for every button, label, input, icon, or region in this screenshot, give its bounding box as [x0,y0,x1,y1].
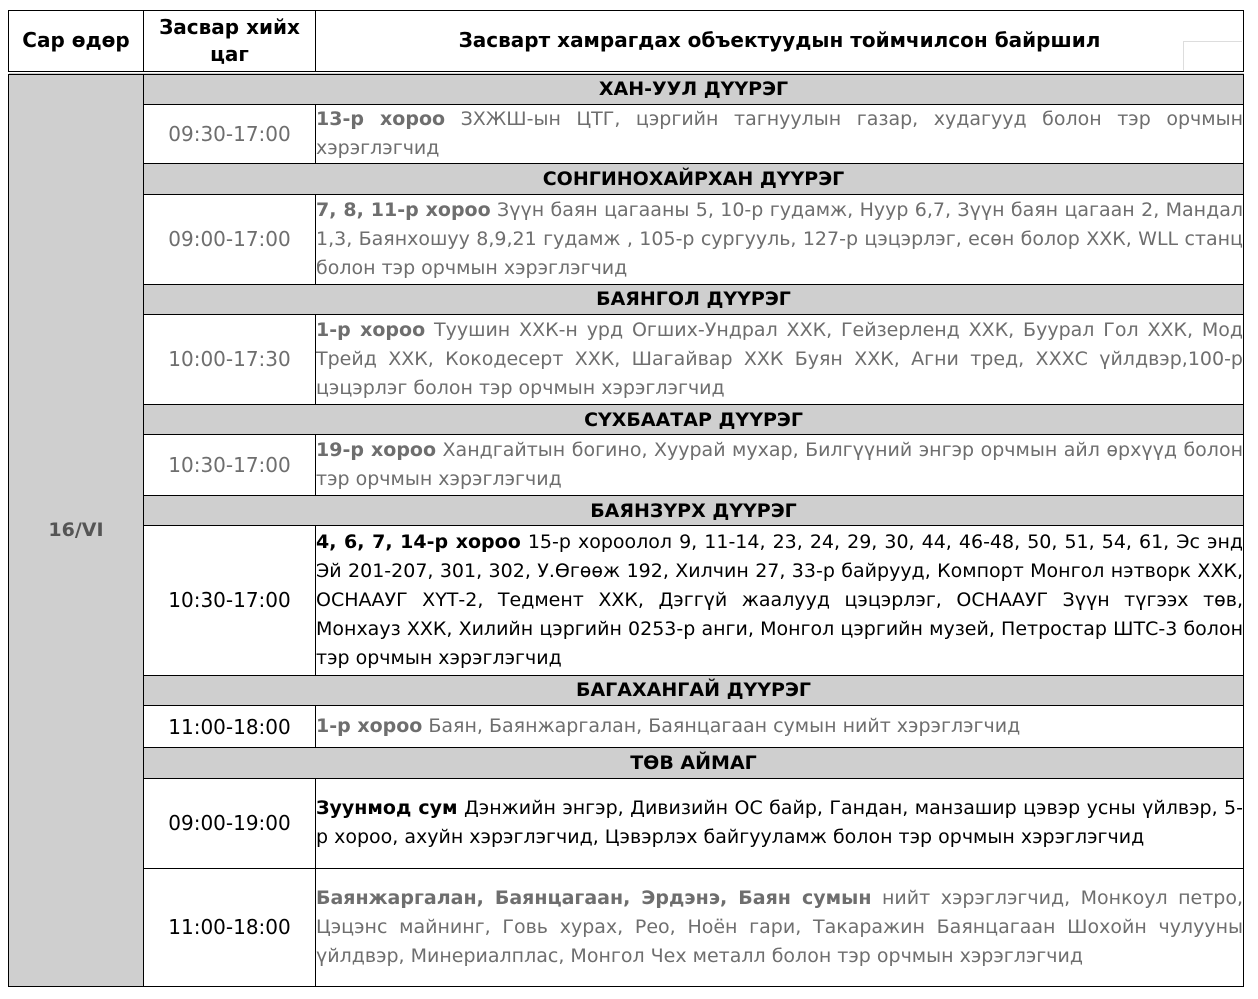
location-text: Зүүн баян цагааны 5, 10-р гудамж, Нуур 6,7, Зүүн баян цагаан 2, Мандал 1,3, Баянхошуу 8,9,21 гудамж , 105-р сургууль, 127-р цэцэрлэг, есөн болор ХХК, WLL станц болон тэр орчмын хэрэглэгчид [316,198,1243,279]
header-row [9,11,1244,73]
district-row [9,404,1244,434]
district-name: БАЯНГОЛ ДҮҮРЭГ [144,284,1244,314]
area-label: 4, 6, 7, 14-р хороо [316,530,521,553]
repair-time: 09:00-17:00 [144,194,316,284]
area-label: Зуунмод сум [316,797,458,820]
repair-schedule-table [8,10,1244,987]
header-location: Засварт хамрагдах объектуудын тоймчилсон байршил [316,11,1244,73]
location-description [316,868,1244,986]
table-row [9,435,1244,496]
repair-time: 11:00-18:00 [144,868,316,986]
repair-time: 10:30-17:00 [144,435,316,496]
location-text: Дэнжийн энгэр, Дивизийн ОС байр, Гандан, манзашир цэвэр усны үйлвэр, 5-р хороо, ахуйн хэрэглэгчид, Цэвэрлэх байгууламж болон тэр орчмын хэрэглэгчид [316,797,1243,849]
location-text: Туушин ХХК-н урд Огших-Ундрал ХХК, Гейзерленд ХХК, Буурал Гол ХХК, Мод Трейд ХХК, Кокодесерт ХХК, Шагайвар ХХК Буян ХХК, Агни тред, ХХХС үйлдвэр,100-р цэцэрлэг болон тэр орчмын хэрэглэгчид [316,318,1243,399]
location-text: Баян, Баянжаргалан, Баянцагаан сумын нийт хэрэглэгчид [422,715,1021,738]
district-row [9,495,1244,525]
area-label: 1-р хороо [316,318,426,341]
header-date: Сар өдөр [9,11,144,73]
location-text: ЗХЖШ-ын ЦТГ, цэргийн тагнуулын газар, худагууд болон тэр орчмын хэрэглэгчид [316,108,1243,160]
repair-time: 09:00-19:00 [144,778,316,868]
location-description [316,526,1244,676]
location-text: Хандгайтын богино, Хуурай мухар, Билгүүний энгэр орчмын айл өрхүүд болон тэр орчмын хэрэглэгчид [316,439,1243,491]
table-row [9,706,1244,748]
repair-time: 09:30-17:00 [144,104,316,164]
district-row [9,748,1244,778]
table-row [9,194,1244,284]
area-label: 7, 8, 11-р хороо [316,198,491,221]
district-row [9,675,1244,705]
area-label: 13-р хороо [316,108,446,131]
district-name: СОНГИНОХАЙРХАН ДҮҮРЭГ [144,164,1244,194]
table-row [9,314,1244,404]
repair-time: 11:00-18:00 [144,706,316,748]
table-row [9,868,1244,986]
area-label: Баянжаргалан, Баянцагаан, Эрдэнэ, Баян сумын [316,886,872,909]
table-row [9,778,1244,868]
table-row [9,526,1244,676]
district-name: ХАН-УУЛ ДҮҮРЭГ [144,73,1244,105]
location-description [316,778,1244,868]
district-row [9,73,1244,105]
location-text: нийт хэрэглэгчид, Монкоул петро, Цэцэнс майнинг, Говь хурах, Рео, Ноён гари, Такаражин Баянцагаан Шохойн чулууны үйлдвэр, Минериалплас, Монгол Чех металл болон тэр орчмын хэрэглэгчид [316,886,1244,967]
location-text: 15-р хороолол 9, 11-14, 23, 24, 29, 30, 44, 46-48, 50, 51, 54, 61, Эс энд Эй 201-207, 301, 302, У.Өгөөж 192, Хилчин 27, 33-р байрууд, Компорт Монгол нэтворк ХХК, ОСНААУГ ХҮТ-2, Тедмент ХХК, Дэггүй жаалууд цэцэрлэг, ОСНААУГ Зүүн түгээх төв, Монхауз ХХК, Хилийн цэргийн 0253-р анги, Монгол цэргийн музей, Петростар ШТС-3 болон тэр орчмын хэрэглэгчид [316,530,1244,669]
area-label: 1-р хороо [316,715,423,738]
area-label: 19-р хороо [316,439,437,462]
location-description [316,194,1244,284]
district-row [9,284,1244,314]
location-description [316,314,1244,404]
header-time: Засвар хийх цаг [144,11,316,73]
blank-overlay-box [1183,41,1242,70]
district-row [9,164,1244,194]
location-description [316,706,1244,748]
district-name: ТӨВ АЙМАГ [144,748,1244,778]
district-name: БАЯНЗҮРХ ДҮҮРЭГ [144,495,1244,525]
date-cell: 16/VI [9,73,144,987]
repair-time: 10:00-17:30 [144,314,316,404]
district-name: СҮХБААТАР ДҮҮРЭГ [144,404,1244,434]
table-row [9,104,1244,164]
district-name: БАГАХАНГАЙ ДҮҮРЭГ [144,675,1244,705]
repair-time: 10:30-17:00 [144,526,316,676]
location-description [316,435,1244,496]
location-description [316,104,1244,164]
